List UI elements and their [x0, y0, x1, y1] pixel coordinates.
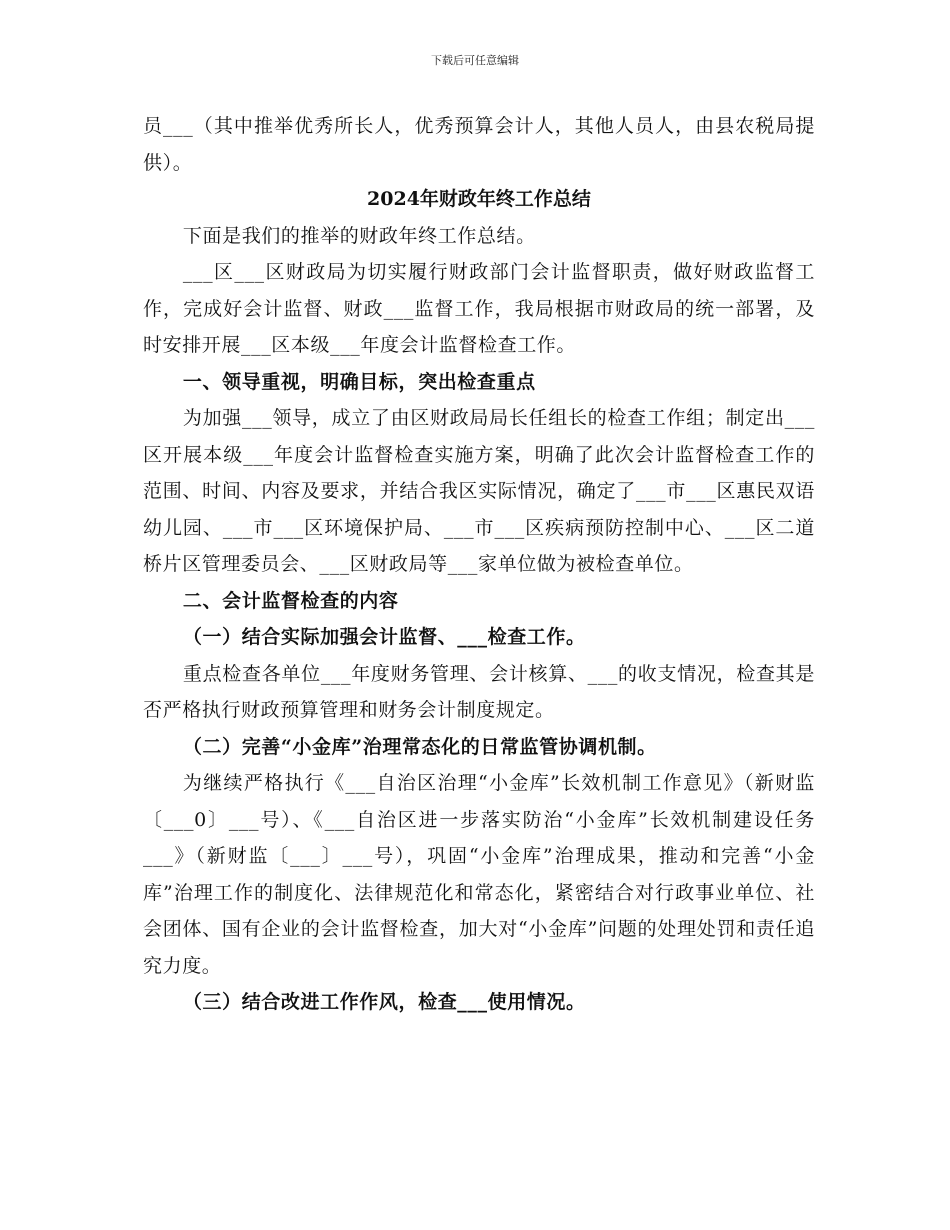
body-paragraph: 重点检查各单位___年度财务管理、会计核算、___的收支情况，检查其是否严格执行财政预算管理和财务会计制度规定。: [143, 662, 815, 721]
intro-paragraph: 下面是我们的推举的财政年终工作总结。: [182, 224, 536, 247]
body-paragraph: ___区___区财政局为切实履行财政部门会计监督职责，做好财政监督工作，完成好会计监督、财政___监督工作，我局根据市财政局的统一部署，及时安排开展___区本级___年度会计监督检查工作。: [143, 261, 815, 356]
subsection-heading-3: （三）结合改进工作作风，检查___使用情况。: [182, 991, 586, 1013]
section-heading-1: 一、领导重视，明确目标，突出检查重点: [182, 370, 536, 393]
body-paragraph: 为加强___领导，成立了由区财政局局长任组长的检查工作组；制定出___区开展本级___年度会计监督检查实施方案，明确了此次会计监督检查工作的范围、时间、内容及要求，并结合我区实际情况，确定了___市___区惠民双语幼儿园、___市___区环境保护局、___市___区疾病预防控制中心、___区二道桥片区管理委员会、___区财政局等___家单位做为被检查单位。: [143, 407, 815, 575]
subsection-heading-2: （二）完善“小金库”治理常态化的日常监管协调机制。: [182, 735, 657, 758]
subsection-heading-1: （一）结合实际加强会计监督、___检查工作。: [182, 626, 586, 648]
body-paragraph: 为继续严格执行《___自治区治理“小金库”长效机制工作意见》（新财监〔___0〕___号）、《___自治区进一步落实防治“小金库”长效机制建设任务___》（新财监〔___〕___号），巩固“小金库”治理成果，推动和完善“小金库”治理工作的制度化、法律规范化和常态化，紧密结合对行政事业单位、社会团体、国有企业的会计监督检查，加大对“小金库”问题的处理处罚和责任追究力度。: [143, 772, 815, 977]
document-body: [143, 108, 815, 1021]
section-heading-2: 二、会计监督检查的内容: [182, 589, 399, 612]
paragraph-continuation: 员___（其中推举优秀所长人，优秀预算会计人，其他人员人，由县农税局提供）。: [143, 115, 815, 174]
document-title: 2024年财政年终工作总结: [367, 188, 591, 210]
page-header: 下载后可任意编辑: [431, 54, 519, 67]
